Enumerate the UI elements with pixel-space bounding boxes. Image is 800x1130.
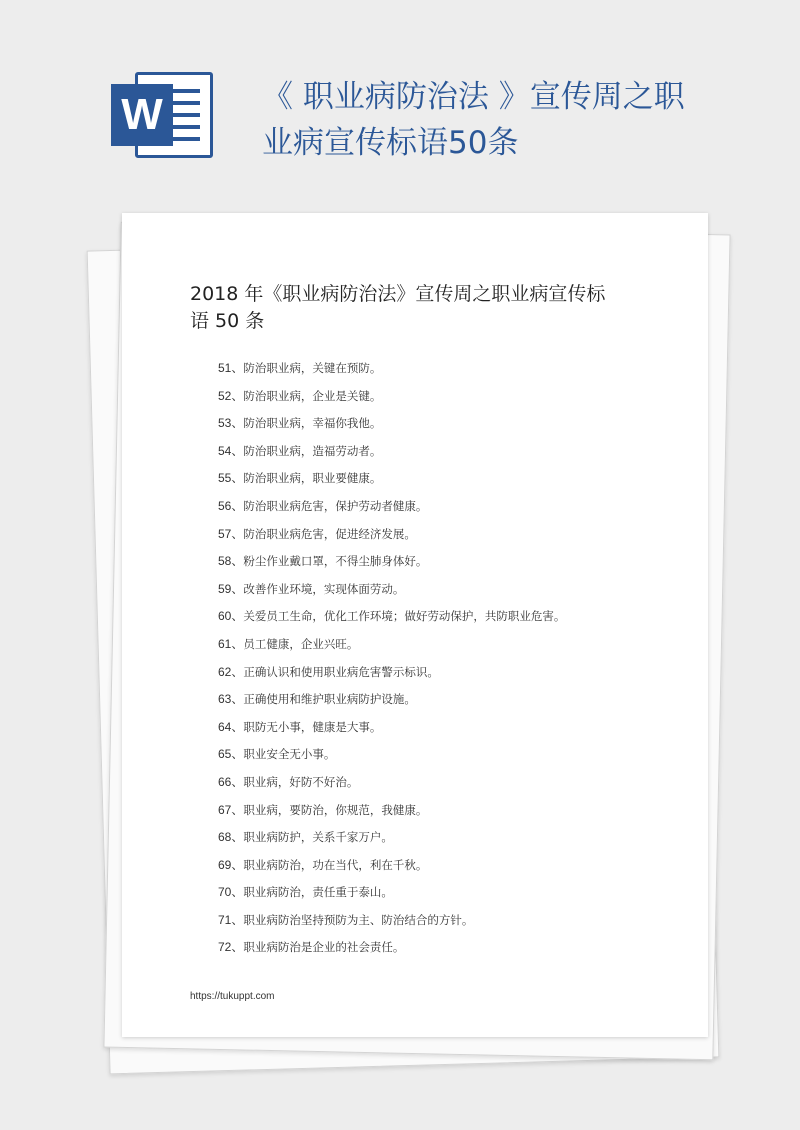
list-item — [218, 603, 688, 631]
list-item-number: 72、 — [218, 940, 244, 955]
list-item-text: 关爱员工生命，优化工作环境；做好劳动保护，共防职业危害。 — [243, 609, 566, 624]
word-document-icon — [111, 72, 213, 158]
word-icon-line — [170, 89, 200, 93]
list-item-text: 职业病防治，责任重于泰山。 — [243, 885, 393, 900]
list-item-number: 62、 — [218, 664, 244, 679]
list-item-number: 56、 — [218, 498, 244, 513]
list-item-text: 正确认识和使用职业病危害警示标识。 — [243, 664, 439, 679]
list-item-text: 防治职业病，职业要健康。 — [243, 471, 382, 486]
list-item-number: 61、 — [218, 636, 244, 651]
list-item-text: 职业病防治坚持预防为主、防治结合的方针。 — [243, 912, 474, 927]
list-item-text: 员工健康，企业兴旺。 — [243, 636, 359, 651]
list-item-number: 65、 — [218, 747, 244, 762]
list-item — [218, 741, 688, 769]
footer-url: https://tukuppt.com — [190, 991, 275, 1002]
word-icon-letter: W — [111, 84, 173, 146]
list-item-text: 职业病防治是企业的社会责任。 — [243, 940, 405, 955]
header-title — [262, 74, 702, 166]
list-item-text: 防治职业病，造福劳动者。 — [243, 443, 382, 458]
list-item-number: 64、 — [218, 719, 244, 734]
document-title — [190, 281, 650, 335]
list-item-text: 防治职业病危害，促进经济发展。 — [243, 526, 416, 541]
list-item-number: 57、 — [218, 526, 244, 541]
document-page — [122, 213, 708, 1037]
header-banner — [0, 0, 800, 200]
list-item-number: 58、 — [218, 554, 244, 569]
list-item — [218, 797, 688, 825]
list-item — [218, 465, 688, 493]
list-item — [218, 686, 688, 714]
list-item-number: 51、 — [218, 361, 244, 375]
word-icon-line — [170, 137, 200, 141]
document-title-line2: 语 50 条 — [190, 310, 265, 332]
list-item-text: 职业病，要防治，你规范，我健康。 — [243, 802, 428, 817]
list-item-text: 职业病防治，功在当代，利在千秋。 — [243, 857, 428, 872]
list-item — [218, 631, 688, 659]
list-item — [218, 824, 688, 852]
list-item — [218, 879, 688, 907]
list-item-number: 69、 — [218, 857, 244, 872]
slogan-list — [218, 355, 688, 962]
list-item — [218, 355, 688, 383]
document-title-line1: 2018 年《职业病防治法》宣传周之职业病宣传标 — [190, 283, 606, 305]
list-item-text: 改善作业环境，实现体面劳动。 — [243, 581, 405, 596]
list-item-number: 55、 — [218, 471, 244, 486]
list-item — [218, 659, 688, 687]
header-title-line2: 业病宣传标语50条 — [262, 125, 519, 161]
header-title-line1: 《 职业病防治法 》宣传周之职 — [262, 79, 685, 115]
list-item-text: 职业病，好防不好治。 — [243, 774, 359, 789]
list-item — [218, 410, 688, 438]
list-item-text: 防治职业病危害，保护劳动者健康。 — [243, 498, 428, 513]
list-item — [218, 576, 688, 604]
list-item-number: 59、 — [218, 581, 244, 596]
list-item-text: 粉尘作业戴口罩，不得尘肺身体好。 — [243, 554, 428, 569]
list-item-text: 防治职业病，企业是关键。 — [243, 388, 382, 403]
list-item-text: 正确使用和维护职业病防护设施。 — [243, 692, 416, 707]
list-item-number: 52、 — [218, 388, 244, 403]
list-item — [218, 907, 688, 935]
list-item-number: 68、 — [218, 830, 244, 845]
word-icon-line — [170, 113, 200, 117]
list-item-number: 53、 — [218, 416, 244, 431]
list-item-text: 职防无小事，健康是大事。 — [243, 719, 382, 734]
list-item — [218, 493, 688, 521]
list-item-number: 63、 — [218, 692, 244, 707]
list-item-number: 60、 — [218, 609, 244, 624]
list-item-number: 66、 — [218, 774, 244, 789]
list-item-number: 54、 — [218, 443, 244, 458]
list-item-text: 职业安全无小事。 — [243, 747, 336, 762]
list-item-text: 防治职业病，关键在预防。 — [243, 361, 382, 375]
list-item-number: 71、 — [218, 912, 244, 927]
word-icon-line — [170, 125, 200, 129]
list-item-number: 70、 — [218, 885, 244, 900]
list-item-text: 防治职业病，幸福你我他。 — [243, 416, 382, 431]
list-item — [218, 548, 688, 576]
list-item — [218, 438, 688, 466]
list-item — [218, 769, 688, 797]
list-item — [218, 934, 688, 962]
list-item — [218, 852, 688, 880]
word-icon-line — [170, 101, 200, 105]
list-item — [218, 383, 688, 411]
list-item-text: 职业病防护，关系千家万户。 — [243, 830, 393, 845]
list-item — [218, 521, 688, 549]
list-item — [218, 714, 688, 742]
list-item-number: 67、 — [218, 802, 244, 817]
